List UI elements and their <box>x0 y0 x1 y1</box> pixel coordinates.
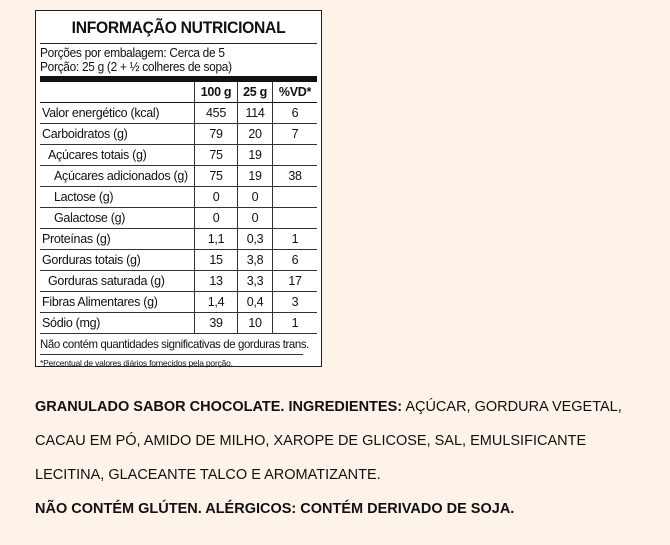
value-25g: 3,3 <box>238 271 273 292</box>
nutrient-name: Açúcares adicionados (g) <box>40 166 195 187</box>
value-100g: 1,1 <box>195 229 238 250</box>
value-vd: 17 <box>272 271 317 292</box>
value-vd <box>272 208 317 229</box>
nutrition-facts-label <box>35 10 322 367</box>
nutrient-name: Fibras Alimentares (g) <box>40 292 195 313</box>
table-row <box>40 187 317 208</box>
value-25g: 19 <box>238 145 273 166</box>
value-vd <box>272 187 317 208</box>
ingredients-text-1: AÇÚCAR, GORDURA VEGETAL, <box>405 399 622 415</box>
ingredients-block <box>35 390 655 526</box>
value-100g: 0 <box>195 187 238 208</box>
ingredients-line-1 <box>35 390 655 424</box>
value-vd: 7 <box>272 124 317 145</box>
value-vd: 6 <box>272 103 317 124</box>
value-100g: 0 <box>195 208 238 229</box>
value-25g: 114 <box>238 103 273 124</box>
value-25g: 10 <box>238 313 273 334</box>
value-vd: 1 <box>272 229 317 250</box>
value-100g: 455 <box>195 103 238 124</box>
header-vd: %VD* <box>272 82 317 103</box>
table-row <box>40 166 317 187</box>
divider <box>40 43 317 44</box>
header-nutrient <box>40 82 195 103</box>
value-vd: 38 <box>272 166 317 187</box>
nutrient-name: Açúcares totais (g) <box>40 145 195 166</box>
value-25g: 0 <box>238 187 273 208</box>
nutrient-name: Proteínas (g) <box>40 229 195 250</box>
value-25g: 3,8 <box>238 250 273 271</box>
table-row <box>40 229 317 250</box>
value-vd <box>272 145 317 166</box>
daily-value-footnote: *Percentual de valores diários fornecidos pela porção. <box>40 358 233 368</box>
nutrient-name: Sódio (mg) <box>40 313 195 334</box>
table-row <box>40 313 317 334</box>
table-row <box>40 250 317 271</box>
servings-per-package: Porções por embalagem: Cerca de 5 <box>40 46 225 60</box>
table-body <box>40 103 317 334</box>
value-25g: 0,3 <box>238 229 273 250</box>
product-name-label: GRANULADO SABOR CHOCOLATE. INGREDIENTES: <box>35 399 403 415</box>
value-100g: 75 <box>195 166 238 187</box>
nutrition-table <box>40 82 317 334</box>
nutrient-name: Gorduras saturada (g) <box>40 271 195 292</box>
value-100g: 1,4 <box>195 292 238 313</box>
value-100g: 15 <box>195 250 238 271</box>
value-100g: 79 <box>195 124 238 145</box>
value-25g: 19 <box>238 166 273 187</box>
table-row <box>40 292 317 313</box>
table-row <box>40 145 317 166</box>
value-25g: 0,4 <box>238 292 273 313</box>
nutrient-name: Lactose (g) <box>40 187 195 208</box>
table-row <box>40 208 317 229</box>
table-row <box>40 103 317 124</box>
value-vd: 1 <box>272 313 317 334</box>
value-100g: 13 <box>195 271 238 292</box>
trans-fat-footnote: Não contém quantidades significativas de gorduras trans. <box>40 334 303 355</box>
label-title: INFORMAÇÃO NUTRICIONAL <box>71 18 286 37</box>
nutrient-name: Gorduras totais (g) <box>40 250 195 271</box>
nutrient-name: Valor energético (kcal) <box>40 103 195 124</box>
table-header-row <box>40 82 317 103</box>
value-100g: 39 <box>195 313 238 334</box>
ingredients-line-3: LECITINA, GLACEANTE TALCO E AROMATIZANTE. <box>35 467 381 483</box>
ingredients-line-2: CACAU EM PÓ, AMIDO DE MILHO, XAROPE DE GLICOSE, SAL, EMULSIFICANTE <box>35 433 587 449</box>
value-25g: 20 <box>238 124 273 145</box>
allergen-text: NÃO CONTÉM GLÚTEN. ALÉRGICOS: CONTÉM DERIVADO DE SOJA. <box>35 501 515 517</box>
serving-size: Porção: 25 g (2 + ½ colheres de sopa) <box>40 60 232 74</box>
value-100g: 75 <box>195 145 238 166</box>
nutrient-name: Galactose (g) <box>40 208 195 229</box>
value-vd: 3 <box>272 292 317 313</box>
table-row <box>40 271 317 292</box>
table-row <box>40 124 317 145</box>
allergen-statement <box>35 492 655 526</box>
header-100g: 100 g <box>195 82 238 103</box>
value-vd: 6 <box>272 250 317 271</box>
header-25g: 25 g <box>238 82 273 103</box>
value-25g: 0 <box>238 208 273 229</box>
nutrient-name: Carboidratos (g) <box>40 124 195 145</box>
